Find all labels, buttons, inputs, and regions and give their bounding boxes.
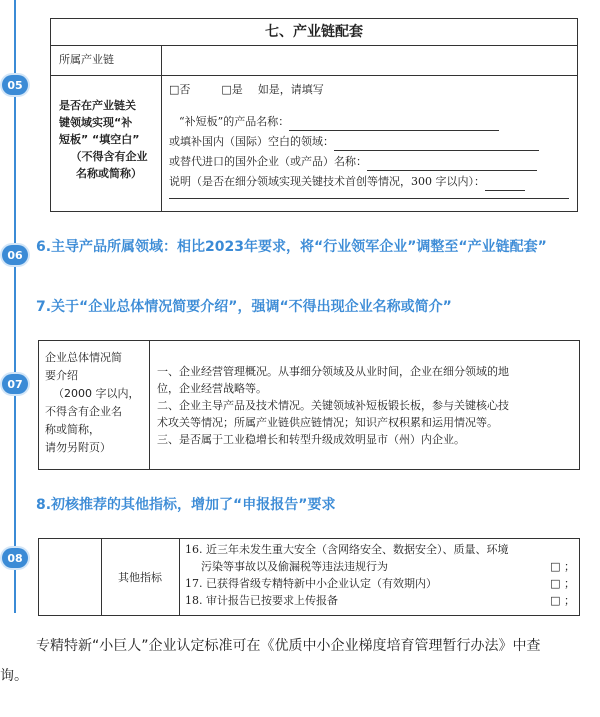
check-16[interactable]: □ ；	[550, 560, 575, 573]
check-17[interactable]: □ ；	[550, 577, 575, 590]
heading-7: 7.关于“企业总体情况简要介绍”，强调“不得出现企业名称或简介”	[36, 299, 452, 315]
checkbox-yes[interactable]: □是	[221, 83, 243, 96]
description-input-line2[interactable]	[169, 185, 569, 199]
chain-field-label: 是否在产业链关 键领域实现“补 短板” “填空白” （不得含有企业 名称或简称）	[59, 99, 148, 180]
company-overview-table	[38, 340, 580, 470]
yes-no-row	[169, 81, 324, 99]
import-replacement-row: 或替代进口的国外企业（或产品）名称：	[169, 153, 537, 171]
other-indicators-label: 其他指标	[118, 571, 162, 584]
overview-label: 企业总体情况简 要介绍 （2000 字以内， 不得含有企业名 称或简称， 请勿另附页）	[45, 351, 140, 454]
short-board-product-row: “补短板”的产品名称：	[179, 113, 499, 131]
section-badge-05: 05	[2, 75, 28, 95]
heading-8: 8.初核推荐的其他指标，增加了“申报报告”要求	[36, 497, 336, 513]
import-replacement-input[interactable]	[367, 157, 537, 171]
section-badge-06: 06	[2, 245, 28, 265]
check-18[interactable]: □ ；	[550, 594, 575, 607]
heading-6: 6.主导产品所属领域：相比2023年要求，将“行业领军企业”调整至“产业链配套”	[36, 239, 547, 255]
short-board-product-input[interactable]	[289, 117, 499, 131]
section-badge-08: 08	[2, 548, 28, 568]
industry-chain-table	[50, 18, 578, 212]
other-indicators-table	[38, 538, 580, 616]
overview-content: 一、企业经营管理概况。从事细分领域及从业时间，企业在细分领域的地 位，企业经营战略等。 二、企业主导产品及技术情况。关键领域补短板锻长板，参与关键核心技 术攻关等情况；所属产业链供应链情况；知识产权积累和运用情况等。 三、是否属于工业稳增长和转型升级成效明显市（州）内企业。	[157, 365, 509, 446]
checkbox-no[interactable]: □否	[169, 83, 191, 96]
domestic-gap-input[interactable]	[334, 137, 539, 151]
domestic-gap-row: 或填补国内（国际）空白的领域：	[169, 133, 539, 151]
if-yes-note: 如是，请填写	[257, 83, 324, 96]
description-row: 说明（是否在细分领域实现关键技术首创等情况，300 字以内）：	[169, 173, 525, 191]
industry-chain-label: 所属产业链	[59, 53, 114, 66]
indicators-list: 16. 近三年未发生重大安全（含网络安全、数据安全）、质量、环境 污染等事故以及偷漏税等违法违规行为 □ ； 17. 已获得省级专精特新中小企业认定（有效期内） □ ； 18. 审计报告已按要求上传报备 □ ；	[185, 543, 575, 607]
section-badge-07: 07	[2, 374, 28, 394]
table-title: 七、产业链配套	[265, 24, 363, 40]
footer-paragraph: 专精特新“小巨人”企业认定标准可在《优质中小企业梯度培育管理暂行办法》中查 询。	[0, 638, 541, 684]
